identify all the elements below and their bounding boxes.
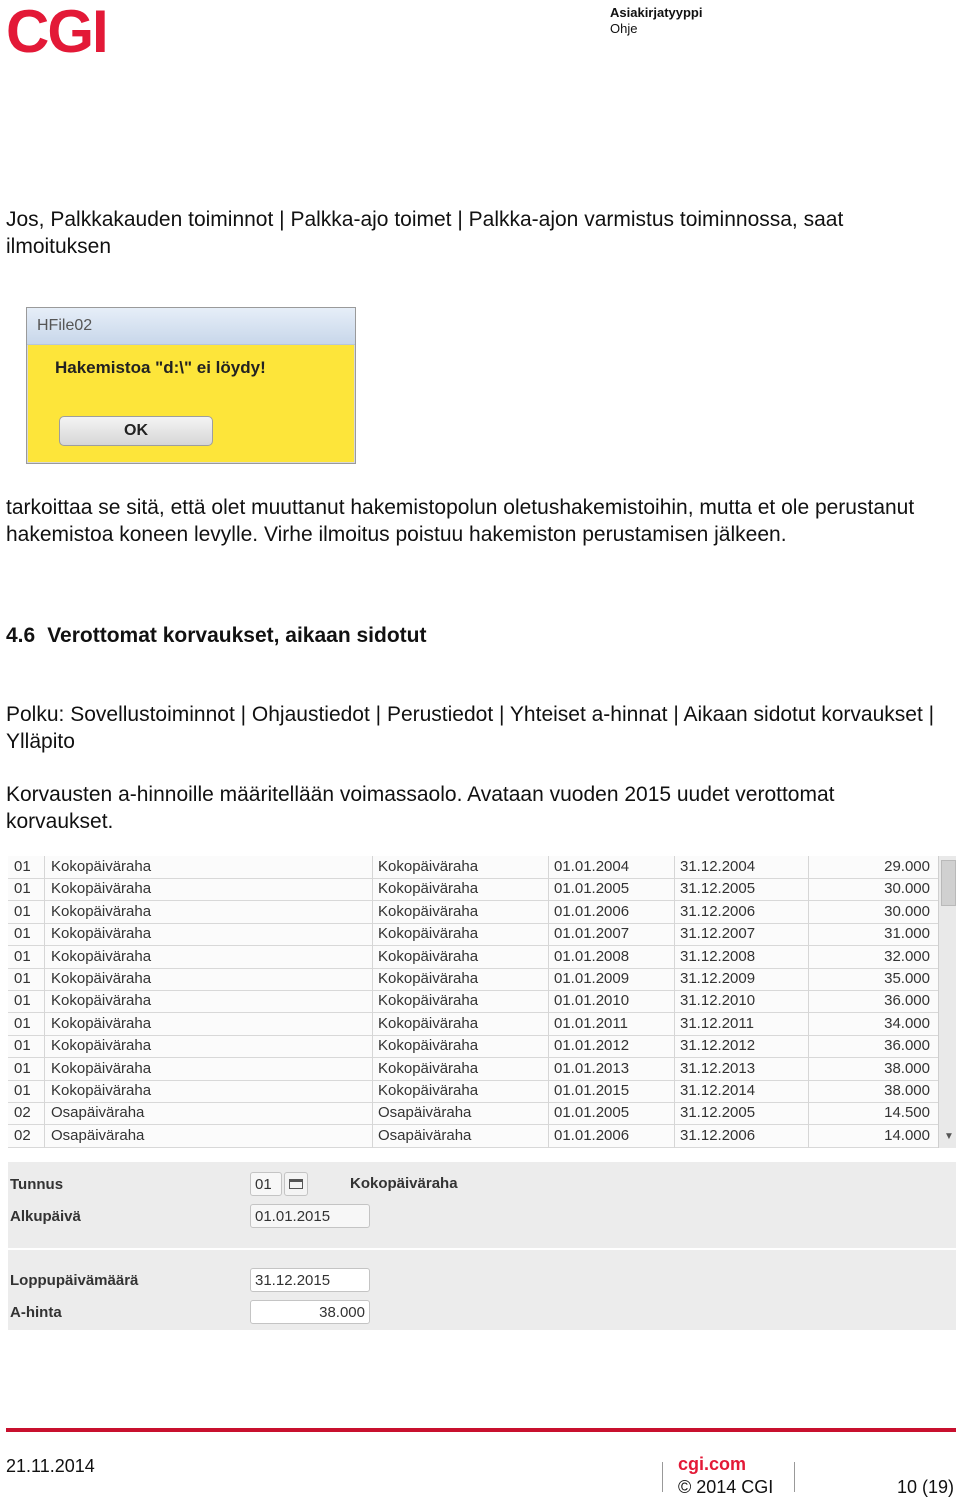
row-name: Kokopäiväraha (51, 1059, 152, 1077)
intro-paragraph: Jos, Palkkakauden toiminnot | Palkka-ajo toimet | Palkka-ajon varmistus toiminnossa, saat ilmoituksen (6, 208, 844, 258)
footer-separator (794, 1462, 795, 1492)
table-scrollbar[interactable] (938, 856, 956, 1148)
row-name: Kokopäiväraha (51, 902, 152, 920)
loppupaiva-label: Loppupäivämäärä (10, 1272, 139, 1289)
ok-button[interactable]: OK (59, 416, 213, 446)
dialog-message: Hakemistoa "d:\" ei löydy! (55, 358, 266, 377)
table-row[interactable] (8, 856, 938, 879)
row-start-date: 01.01.2011 (554, 1014, 628, 1032)
row-amount: 32.000 (884, 947, 930, 965)
error-dialog (26, 307, 356, 464)
document-type: Asiakirjatyyppi (610, 5, 703, 20)
table-row[interactable] (8, 878, 938, 901)
row-amount: 35.000 (884, 970, 930, 987)
row-code: 01 (14, 970, 31, 987)
footer-copyright: © 2014 CGI (678, 1477, 774, 1497)
row-code: 01 (14, 902, 31, 920)
row-name: Kokopäiväraha (51, 880, 152, 898)
section-title: Verottomat korvaukset, aikaan sidotut (47, 624, 427, 647)
footer-separator (662, 1462, 663, 1492)
dialog-title: HFile02 (37, 317, 93, 334)
row-start-date: 01.01.2008 (554, 947, 630, 965)
footer-divider (6, 1428, 956, 1432)
row-start-date: 01.01.2015 (554, 1082, 630, 1099)
document-subtitle: Ohje (610, 21, 638, 36)
row-start-date: 01.01.2009 (554, 970, 630, 987)
table-row[interactable] (8, 1125, 938, 1148)
row-amount: 38.000 (884, 1059, 930, 1077)
row-code: 01 (14, 947, 31, 965)
row-type: Kokopäiväraha (378, 947, 479, 965)
page-number: 10 (19) (896, 1477, 954, 1497)
row-code: 01 (14, 992, 31, 1010)
edit-form (8, 1162, 956, 1330)
row-type: Kokopäiväraha (378, 992, 479, 1010)
row-type: Kokopäiväraha (378, 1082, 479, 1099)
row-end-date: 31.12.2013 (680, 1059, 756, 1077)
row-name: Kokopäiväraha (51, 925, 152, 943)
row-type: Kokopäiväraha (378, 1059, 479, 1077)
row-end-date: 31.12.2008 (680, 947, 756, 965)
allowance-table (8, 856, 956, 1148)
table-row[interactable] (8, 1102, 938, 1125)
calendar-list-icon (289, 1179, 303, 1189)
table-row[interactable] (8, 1058, 938, 1081)
row-end-date: 31.12.2009 (680, 970, 756, 987)
table-row[interactable] (8, 990, 938, 1013)
row-amount: 30.000 (884, 902, 930, 920)
row-name: Osapäiväraha (51, 1126, 145, 1144)
ahinta-label: A-hinta (10, 1304, 62, 1321)
row-name: Osapäiväraha (51, 1104, 145, 1122)
tunnus-name: Kokopäiväraha (350, 1175, 458, 1192)
row-end-date: 31.12.2006 (680, 902, 756, 920)
table-row[interactable] (8, 1080, 938, 1103)
tunnus-field[interactable]: 01 (250, 1172, 282, 1196)
row-amount: 34.000 (884, 1014, 930, 1032)
row-name: Kokopäiväraha (51, 947, 152, 965)
row-end-date: 31.12.2012 (680, 1037, 756, 1055)
row-end-date: 31.12.2004 (680, 858, 756, 875)
row-type: Kokopäiväraha (378, 858, 479, 875)
row-start-date: 01.01.2010 (554, 992, 630, 1010)
row-end-date: 31.12.2006 (680, 1126, 756, 1144)
table-row[interactable] (8, 968, 938, 991)
table-row[interactable] (8, 1013, 938, 1036)
cgi-logo: CGI (6, 0, 107, 65)
explanation-paragraph: tarkoittaa se sitä, että olet muuttanut hakemistopolun oletushakemistoihin, mutta et ole perustanut hakemistoa koneen levylle. Virhe ilmoitus poistuu hakemiston perustamisen jälkeen. (6, 496, 915, 546)
row-name: Kokopäiväraha (51, 1014, 152, 1032)
row-type: Osapäiväraha (378, 1126, 472, 1144)
row-amount: 14.000 (884, 1126, 930, 1144)
row-start-date: 01.01.2007 (554, 925, 630, 943)
scrollbar-thumb[interactable] (941, 860, 956, 906)
row-start-date: 01.01.2012 (554, 1037, 630, 1055)
row-amount: 36.000 (884, 992, 930, 1010)
table-row[interactable] (8, 901, 938, 924)
row-end-date: 31.12.2005 (680, 1104, 756, 1122)
description-paragraph: Korvausten a-hinnoille määritellään voimassaolo. Avataan vuoden 2015 uudet verottomat korvaukset. (6, 783, 835, 833)
row-start-date: 01.01.2006 (554, 1126, 630, 1144)
row-type: Osapäiväraha (378, 1104, 472, 1122)
row-code: 01 (14, 1014, 31, 1032)
row-type: Kokopäiväraha (378, 880, 479, 898)
list-picker-button[interactable] (284, 1172, 308, 1196)
row-name: Kokopäiväraha (51, 858, 152, 875)
scroll-down-icon[interactable]: ▼ (944, 1131, 954, 1142)
row-amount: 29.000 (884, 858, 930, 875)
row-code: 01 (14, 1059, 31, 1077)
loppupaiva-field[interactable]: 31.12.2015 (250, 1268, 370, 1292)
row-name: Kokopäiväraha (51, 1037, 152, 1055)
row-amount: 14.500 (884, 1104, 930, 1122)
row-start-date: 01.01.2004 (554, 858, 630, 875)
row-amount: 38.000 (884, 1082, 930, 1099)
table-row[interactable] (8, 1035, 938, 1058)
row-code: 01 (14, 880, 31, 898)
alkupaiva-label: Alkupäivä (10, 1208, 81, 1225)
alkupaiva-field[interactable]: 01.01.2015 (250, 1204, 370, 1228)
row-code: 02 (14, 1104, 31, 1122)
row-type: Kokopäiväraha (378, 1014, 479, 1032)
section-heading (6, 624, 427, 648)
row-start-date: 01.01.2005 (554, 1104, 630, 1122)
row-code: 01 (14, 1037, 31, 1055)
footer-url[interactable]: cgi.com (678, 1454, 747, 1474)
row-start-date: 01.01.2013 (554, 1059, 630, 1077)
row-name: Kokopäiväraha (51, 970, 152, 987)
row-name: Kokopäiväraha (51, 992, 152, 1010)
row-end-date: 31.12.2010 (680, 992, 756, 1010)
row-start-date: 01.01.2005 (554, 880, 630, 898)
row-name: Kokopäiväraha (51, 1082, 152, 1099)
dialog-titlebar (27, 308, 355, 345)
tunnus-label: Tunnus (10, 1176, 64, 1193)
section-number: 4.6 (6, 624, 36, 647)
row-amount: 36.000 (884, 1037, 930, 1055)
row-code: 01 (14, 858, 31, 875)
row-code: 02 (14, 1126, 31, 1144)
row-amount: 31.000 (884, 925, 930, 943)
row-end-date: 31.12.2014 (680, 1082, 756, 1099)
row-code: 01 (14, 925, 31, 943)
row-type: Kokopäiväraha (378, 925, 479, 943)
row-end-date: 31.12.2011 (680, 1014, 754, 1032)
row-type: Kokopäiväraha (378, 1037, 479, 1055)
row-end-date: 31.12.2007 (680, 925, 756, 943)
row-type: Kokopäiväraha (378, 970, 479, 987)
row-code: 01 (14, 1082, 31, 1099)
footer-date: 21.11.2014 (6, 1456, 95, 1476)
row-end-date: 31.12.2005 (680, 880, 756, 898)
row-type: Kokopäiväraha (378, 902, 479, 920)
row-amount: 30.000 (884, 880, 930, 898)
table-row[interactable] (8, 923, 938, 946)
row-start-date: 01.01.2006 (554, 902, 630, 920)
table-row[interactable] (8, 946, 938, 969)
ahinta-field[interactable]: 38.000 (250, 1300, 370, 1324)
path-paragraph: Polku: Sovellustoiminnot | Ohjaustiedot | Perustiedot | Yhteiset a-hinnat | Aikaan sidotut korvaukset | Ylläpito (6, 703, 935, 753)
